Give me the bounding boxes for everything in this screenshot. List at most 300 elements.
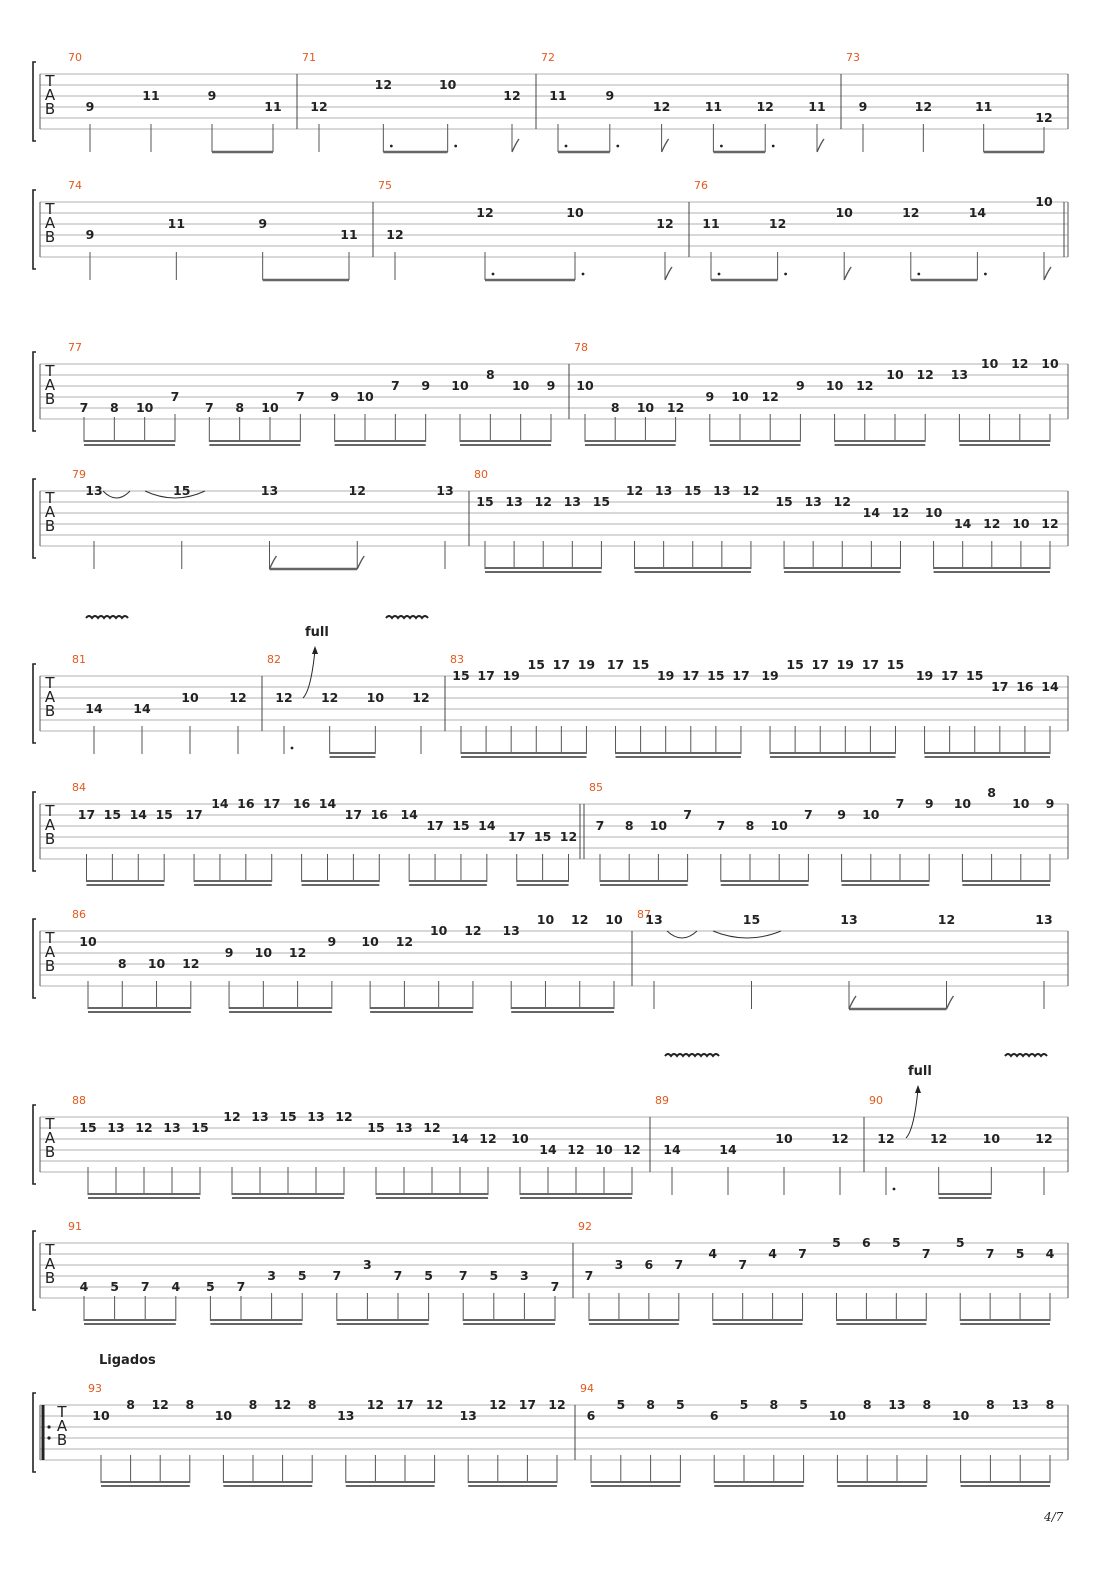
measure-number: 85	[589, 781, 603, 794]
tab-system	[33, 468, 1068, 572]
fret-number: 19	[656, 668, 675, 683]
tab-system	[33, 653, 1068, 757]
fret-number: 17	[606, 657, 625, 672]
fret-number: 13	[85, 483, 103, 498]
dot	[454, 145, 457, 148]
fret-number: 12	[937, 912, 956, 927]
tab-system	[33, 1094, 1068, 1198]
fret-number: 15	[476, 494, 494, 509]
fret-number: 17	[811, 657, 829, 672]
fret-number: 6	[644, 1257, 654, 1272]
fret-number: 4	[768, 1246, 777, 1261]
fret-number: 7	[458, 1268, 468, 1283]
vibrato-mark	[386, 616, 428, 618]
fret-number: 10	[135, 400, 154, 415]
measure-number: 72	[541, 51, 555, 64]
fret-number: 12	[625, 483, 644, 498]
dot	[582, 273, 585, 276]
fret-number: 14	[539, 1142, 557, 1157]
fret-number: 12	[916, 367, 934, 382]
fret-number: 11	[264, 99, 282, 114]
fret-number: 5	[1015, 1246, 1025, 1261]
fret-number: 12	[395, 934, 414, 949]
fret-number: 14	[318, 796, 337, 811]
fret-number: 7	[390, 378, 400, 393]
vibrato-mark	[665, 1054, 719, 1056]
system-bracket	[33, 479, 36, 558]
tab-clef-letter: B	[44, 390, 56, 408]
dot	[565, 145, 568, 148]
fret-number: 6	[586, 1408, 596, 1423]
measure-number: 70	[68, 51, 82, 64]
fret-number: 11	[704, 99, 723, 114]
dot	[718, 273, 721, 276]
dot	[720, 145, 723, 148]
fret-number: 7	[204, 400, 214, 415]
measure-number: 80	[474, 468, 488, 481]
tab-clef-letter: B	[44, 100, 56, 118]
fret-number: 17	[477, 668, 495, 683]
fret-number: 17	[77, 807, 96, 822]
fret-number: 7	[921, 1246, 931, 1261]
fret-number: 10	[79, 934, 97, 949]
fret-number: 8	[745, 818, 755, 833]
fret-number: 12	[348, 483, 366, 498]
fret-number: 10	[429, 923, 448, 938]
fret-number: 10	[254, 945, 273, 960]
fret-number: 5	[955, 1235, 965, 1250]
fret-number: 8	[862, 1397, 872, 1412]
fret-number: 6	[862, 1235, 871, 1250]
fret-number: 12	[229, 690, 247, 705]
fret-number: 10	[438, 77, 457, 92]
fret-number: 7	[804, 807, 813, 822]
fret-number: 19	[761, 668, 779, 683]
fret-number: 15	[886, 657, 905, 672]
measure-number: 91	[68, 1220, 82, 1233]
fret-number: 12	[223, 1109, 241, 1124]
fret-number: 9	[1045, 796, 1055, 811]
fret-number: 15	[527, 657, 545, 672]
fret-number: 9	[546, 378, 556, 393]
system-bracket	[33, 664, 36, 743]
fret-number: 17	[396, 1397, 414, 1412]
tab-clef-letter: B	[44, 1269, 56, 1287]
repeat-dot	[47, 1425, 50, 1428]
fret-number: 17	[185, 807, 203, 822]
fret-number: 16	[1016, 679, 1034, 694]
fret-number: 10	[1012, 516, 1030, 531]
fret-number: 12	[275, 690, 293, 705]
fret-number: 10	[951, 1408, 970, 1423]
fret-number: 13	[395, 1120, 413, 1135]
fret-number: 12	[366, 1397, 385, 1412]
flag	[947, 996, 954, 1009]
fret-number: 7	[236, 1279, 246, 1294]
fret-number: 12	[877, 1131, 895, 1146]
fret-number: 12	[656, 216, 674, 231]
fret-number: 10	[361, 934, 379, 949]
fret-number: 12	[666, 400, 685, 415]
fret-number: 13	[251, 1109, 269, 1124]
fret-number: 7	[79, 400, 89, 415]
tab-clef-letter: T	[45, 200, 55, 218]
fret-number: 8	[117, 956, 127, 971]
dot	[390, 145, 393, 148]
fret-number: 15	[367, 1120, 385, 1135]
tab-systems	[33, 51, 1068, 1486]
tab-clef-letter: A	[44, 1129, 56, 1147]
fret-number: 12	[182, 956, 200, 971]
measure-number: 82	[267, 653, 281, 666]
fret-number: 12	[288, 945, 307, 960]
dot	[291, 747, 294, 750]
fret-number: 12	[856, 378, 874, 393]
fret-number: 8	[610, 400, 620, 415]
fret-number: 7	[798, 1246, 807, 1261]
fret-number: 10	[536, 912, 555, 927]
tab-system	[33, 341, 1068, 445]
measure-number: 84	[72, 781, 86, 794]
fret-number: 5	[206, 1279, 215, 1294]
fret-number: 12	[335, 1109, 353, 1124]
measure-number: 77	[68, 341, 82, 354]
fret-number: 5	[832, 1235, 841, 1250]
fret-number: 14	[400, 807, 418, 822]
fret-number: 6	[709, 1408, 719, 1423]
tab-clef-letter: T	[57, 1403, 67, 1421]
measure-number: 93	[88, 1382, 102, 1395]
measure-number: 81	[72, 653, 86, 666]
fret-number: 12	[1011, 356, 1029, 371]
fret-number: 15	[452, 668, 470, 683]
fret-number: 8	[307, 1397, 317, 1412]
fret-number: 10	[595, 1142, 613, 1157]
tab-system	[33, 1382, 1068, 1486]
fret-number: 12	[135, 1120, 153, 1135]
fret-number: 7	[550, 1279, 560, 1294]
fret-number: 10	[576, 378, 594, 393]
flag	[665, 267, 672, 280]
fret-number: 12	[423, 1120, 441, 1135]
fret-number: 12	[320, 690, 339, 705]
tab-clef-letter: A	[44, 376, 56, 394]
tab-clef-letter: B	[44, 1143, 56, 1161]
fret-number: 17	[861, 657, 880, 672]
fret-number: 16	[292, 796, 311, 811]
tab-system	[33, 781, 1068, 885]
fret-number: 9	[796, 378, 805, 393]
tie	[667, 931, 697, 938]
fret-number: 3	[520, 1268, 529, 1283]
bend-arrowhead	[915, 1085, 921, 1093]
fret-number: 19	[836, 657, 855, 672]
tab-system	[33, 1220, 1068, 1324]
fret-number: 13	[563, 494, 582, 509]
system-bracket	[33, 352, 36, 431]
tab-system	[33, 179, 1068, 280]
fret-number: 13	[505, 494, 523, 509]
fret-number: 16	[237, 796, 255, 811]
page-number: 4/7	[1044, 1510, 1064, 1524]
tab-clef-letter: T	[45, 362, 55, 380]
tab-clef-letter: T	[45, 929, 55, 947]
fret-number: 10	[356, 389, 374, 404]
tab-system	[33, 908, 1068, 1012]
fret-number: 5	[676, 1397, 685, 1412]
fret-number: 16	[370, 807, 388, 822]
dot	[492, 273, 495, 276]
fret-number: 10	[835, 205, 853, 220]
fret-number: 10	[181, 690, 199, 705]
vibrato-mark	[86, 616, 128, 618]
bend-label: full	[908, 1064, 932, 1079]
measure-number: 79	[72, 468, 86, 481]
fret-number: 15	[452, 818, 470, 833]
fret-number: 7	[140, 1279, 150, 1294]
measure-number: 83	[450, 653, 464, 666]
fret-number: 10	[731, 389, 749, 404]
fret-number: 7	[170, 389, 180, 404]
fret-number: 10	[862, 807, 880, 822]
fret-number: 12	[831, 1131, 849, 1146]
fret-number: 19	[577, 657, 596, 672]
bend-arrow	[906, 1089, 918, 1138]
fret-number: 4	[79, 1279, 89, 1294]
tab-clef-letter: A	[44, 1255, 56, 1273]
fret-number: 9	[207, 88, 217, 103]
fret-number: 5	[799, 1397, 808, 1412]
fret-number: 12	[761, 389, 779, 404]
fret-number: 7	[738, 1257, 748, 1272]
measure-number: 78	[574, 341, 588, 354]
fret-number: 8	[126, 1397, 135, 1412]
fret-number: 17	[732, 668, 750, 683]
fret-number: 15	[279, 1109, 297, 1124]
fret-number: 11	[340, 227, 358, 242]
tab-clef-letter: B	[44, 228, 56, 246]
fret-number: 13	[1011, 1397, 1029, 1412]
fret-number: 9	[924, 796, 934, 811]
fret-number: 12	[914, 99, 933, 114]
fret-number: 13	[713, 483, 731, 498]
fret-number: 7	[674, 1257, 684, 1272]
measure-number: 92	[578, 1220, 592, 1233]
fret-number: 15	[966, 668, 984, 683]
fret-number: 13	[436, 483, 454, 498]
fret-number: 12	[479, 1131, 497, 1146]
fret-number: 13	[950, 367, 969, 382]
fret-number: 10	[980, 356, 999, 371]
fret-number: 12	[548, 1397, 566, 1412]
tab-clef-letter: A	[44, 816, 56, 834]
fret-number: 8	[485, 367, 495, 382]
fret-number: 9	[85, 99, 95, 114]
fret-number: 14	[451, 1131, 469, 1146]
fret-number: 14	[211, 796, 229, 811]
fret-number: 9	[858, 99, 868, 114]
fret-number: 11	[974, 99, 993, 114]
fret-number: 8	[109, 400, 119, 415]
fret-number: 10	[92, 1408, 110, 1423]
measure-number: 94	[580, 1382, 594, 1395]
flag	[662, 139, 669, 152]
fret-number: 15	[775, 494, 793, 509]
fret-number: 13	[163, 1120, 181, 1135]
fret-number: 12	[503, 88, 521, 103]
fret-number: 5	[297, 1268, 307, 1283]
fret-number: 13	[502, 923, 520, 938]
fret-number: 12	[833, 494, 851, 509]
fret-number: 15	[155, 807, 173, 822]
measure-number: 88	[72, 1094, 86, 1107]
fret-number: 17	[518, 1397, 537, 1412]
fret-number: 10	[261, 400, 279, 415]
fret-number: 19	[915, 668, 934, 683]
fret-number: 10	[828, 1408, 847, 1423]
fret-number: 10	[451, 378, 469, 393]
fret-number: 17	[552, 657, 571, 672]
tab-clef-letter: T	[45, 1241, 55, 1259]
fret-number: 7	[584, 1268, 594, 1283]
fret-number: 4	[171, 1279, 181, 1294]
fret-number: 10	[982, 1131, 1001, 1146]
fret-number: 14	[862, 505, 881, 520]
tab-clef-letter: B	[44, 957, 56, 975]
fret-number: 9	[705, 389, 715, 404]
system-bracket	[33, 1393, 36, 1472]
fret-number: 10	[511, 378, 530, 393]
flag	[357, 556, 364, 569]
measure-number: 74	[68, 179, 82, 192]
fret-number: 9	[327, 934, 337, 949]
fret-number: 14	[953, 516, 972, 531]
fret-number: 9	[605, 88, 615, 103]
fret-number: 17	[344, 807, 363, 822]
fret-number: 5	[424, 1268, 433, 1283]
repeat-dot	[47, 1436, 50, 1439]
fret-number: 11	[702, 216, 720, 231]
fret-number: 12	[464, 923, 482, 938]
fret-number: 3	[614, 1257, 624, 1272]
fret-number: 8	[986, 1397, 995, 1412]
fret-number: 15	[631, 657, 650, 672]
fret-number: 15	[707, 668, 725, 683]
fret-number: 5	[110, 1279, 119, 1294]
fret-number: 13	[645, 912, 663, 927]
fret-number: 9	[837, 807, 846, 822]
fret-number: 13	[107, 1120, 125, 1135]
fret-number: 10	[511, 1131, 529, 1146]
fret-number: 11	[549, 88, 567, 103]
fret-number: 15	[103, 807, 122, 822]
fret-number: 10	[775, 1131, 793, 1146]
tab-clef-letter: A	[44, 503, 56, 521]
bend-arrow	[303, 650, 315, 698]
fret-number: 10	[566, 205, 584, 220]
fret-number: 17	[263, 796, 281, 811]
fret-number: 13	[459, 1408, 477, 1423]
fret-number: 12	[1035, 1131, 1053, 1146]
fret-number: 9	[85, 227, 95, 242]
fret-number: 12	[412, 690, 430, 705]
fret-number: 13	[654, 483, 673, 498]
tab-clef-letter: T	[45, 802, 55, 820]
fret-number: 7	[683, 807, 692, 822]
fret-number: 13	[1035, 912, 1053, 927]
tab-clef-letter: B	[44, 517, 56, 535]
flag	[1044, 267, 1051, 280]
tab-clef-letter: A	[56, 1417, 68, 1435]
tab-clef-letter: T	[45, 72, 55, 90]
tab-clef-letter: T	[45, 489, 55, 507]
tab-clef-letter: T	[45, 1115, 55, 1133]
fret-number: 8	[185, 1397, 195, 1412]
fret-number: 7	[716, 818, 726, 833]
measure-number: 86	[72, 908, 86, 921]
dot	[984, 273, 987, 276]
tie	[713, 931, 781, 938]
dot	[616, 145, 619, 148]
fret-number: 5	[739, 1397, 749, 1412]
fret-number: 10	[214, 1408, 233, 1423]
fret-number: 12	[489, 1397, 507, 1412]
measure-number: 73	[846, 51, 860, 64]
fret-number: 13	[260, 483, 279, 498]
fret-number: 9	[224, 945, 234, 960]
fret-number: 12	[567, 1142, 585, 1157]
tab-clef-letter: A	[44, 86, 56, 104]
fret-number: 10	[825, 378, 844, 393]
measure-number: 89	[655, 1094, 669, 1107]
measure-number: 75	[378, 179, 392, 192]
tab-system	[33, 51, 1068, 152]
tab-clef-letter: B	[44, 830, 56, 848]
system-bracket	[33, 190, 36, 269]
fret-number: 12	[310, 99, 328, 114]
flag	[512, 139, 519, 152]
fret-number: 13	[888, 1397, 906, 1412]
fret-number: 14	[968, 205, 987, 220]
fret-number: 17	[426, 818, 444, 833]
fret-number: 12	[151, 1397, 169, 1412]
fret-number: 10	[953, 796, 972, 811]
flag	[849, 996, 856, 1009]
flag	[270, 556, 277, 569]
fret-number: 3	[267, 1268, 276, 1283]
fret-number: 15	[173, 483, 191, 498]
tab-clef-letter: B	[44, 702, 56, 720]
dot	[784, 273, 787, 276]
tab-clef-letter: A	[44, 214, 56, 232]
fret-number: 17	[682, 668, 700, 683]
fret-number: 10	[605, 912, 623, 927]
fret-number: 14	[85, 701, 103, 716]
system-bracket	[33, 1105, 36, 1184]
dot	[917, 273, 920, 276]
fret-number: 7	[332, 1268, 342, 1283]
fret-number: 13	[307, 1109, 325, 1124]
fret-number: 5	[616, 1397, 626, 1412]
ligados-label: Ligados	[99, 1353, 156, 1368]
fret-number: 8	[646, 1397, 655, 1412]
fret-number: 12	[742, 483, 760, 498]
fret-number: 9	[421, 378, 431, 393]
fret-number: 15	[592, 494, 611, 509]
fret-number: 12	[983, 516, 1001, 531]
fret-number: 11	[808, 99, 826, 114]
fret-number: 13	[337, 1408, 355, 1423]
